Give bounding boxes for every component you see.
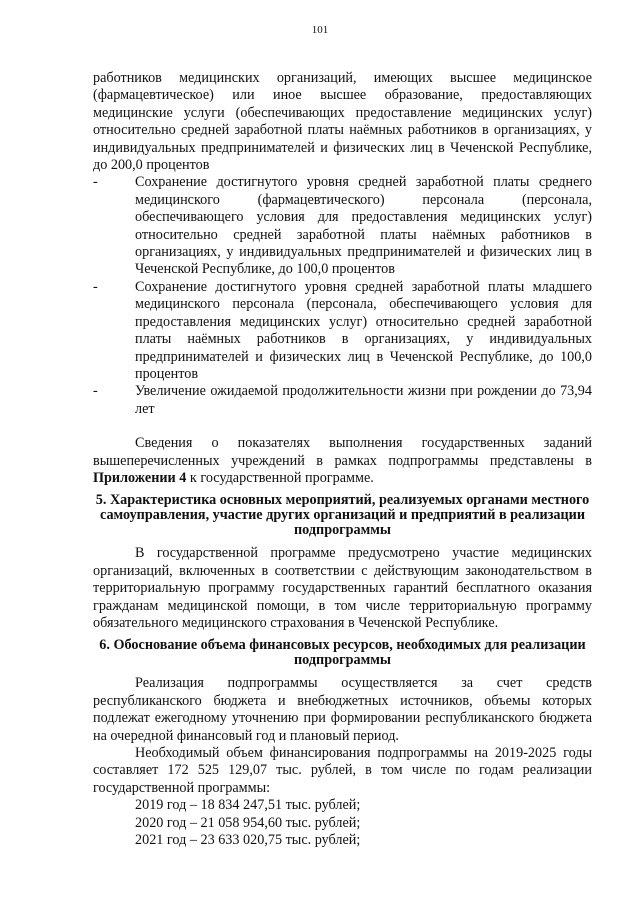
section-6-heading: 6. Обоснование объема финансовых ресурсов, необходимых для реализации подпрограммы: [99, 637, 586, 669]
section-5-heading: 5. Характеристика основных мероприятий, реализуемых органами местного самоуправления, участие других организаций и предприятий в реализации подпрограммы: [95, 492, 590, 539]
bullet-dash: -: [93, 174, 98, 191]
bullet-dash: -: [93, 278, 98, 295]
bullet-item: [93, 279, 592, 383]
info-paragraph: [93, 435, 592, 487]
spacer: [93, 418, 592, 435]
bullet-text: Сохранение достигнутого уровня средней заработной платы младшего медицинского персонала (персонала, обеспечивающего условия для предоставления медицинских услуг) относительно средней заработной платы наёмных работников в организациях, у индивидуальных предпринимателей и физических лиц в Чеченской Республике, до 100,0 процентов: [135, 278, 592, 382]
section-5-paragraph: В государственной программе предусмотрено участие медицинских организаций, включенных в соответствии с действующим законодательством в территориальную программу государственных гарантий бесплатного оказания гражданам медицинской помощи, в том числе территориальную программу обязательного медицинского страхования в Чеченской Республике.: [93, 545, 592, 631]
year-line: 2020 год – 21 058 954,60 тыс. рублей;: [135, 814, 361, 831]
bullet-item: [93, 174, 592, 278]
appendix-reference: Приложении 4: [93, 469, 187, 486]
bullet-dash: -: [93, 383, 98, 400]
year-line: 2019 год – 18 834 247,51 тыс. рублей;: [135, 797, 361, 814]
info-text-before: Сведения о показателях выполнения государственных заданий вышеперечисленных учреждений в рамках подпрограммы представлены в: [93, 435, 592, 469]
info-text-after: к государственной программе.: [186, 469, 374, 486]
year-line: 2021 год – 23 633 020,75 тыс. рублей;: [135, 832, 361, 849]
intro-paragraph: работников медицинских организаций, имеющих высшее медицинское (фармацевтическое) или иное высшее образование, предоставляющих медицинские услуги (обеспечивающих предоставление медицинских услуг) относительно средней заработной платы наёмных работников в организациях, у индивидуальных предпринимателей и физических лиц в Чеченской Республике, до 200,0 процентов: [93, 70, 592, 174]
page-content: [93, 70, 592, 849]
section-6-paragraph-2: Необходимый объем финансирования подпрограммы на 2019-2025 годы составляет 172 525 129,07 тыс. рублей, в том числе по годам реализации государственной программы:: [93, 745, 592, 796]
bullet-item: [93, 383, 592, 418]
bullet-text: Сохранение достигнутого уровня средней заработной платы среднего медицинского (фармацевтического) персонала (персонала, обеспечивающего условия для предоставления медицинских услуг) относительно средней заработной платы наёмных работников в организациях, у индивидуальных предпринимателей и физических лиц в Чеченской Республике, до 100,0 процентов: [135, 174, 592, 278]
bullet-text: Увеличение ожидаемой продолжительности жизни при рождении до 73,94 лет: [135, 383, 592, 417]
page-number: 101: [311, 24, 329, 36]
section-6-paragraph-1: Реализация подпрограммы осуществляется за счет средств республиканского бюджета и внебюджетных источников, объемы которых подлежат ежегодному уточнению при формировании республиканского бюджета на очередной финансовый год и плановый период.: [93, 675, 592, 744]
